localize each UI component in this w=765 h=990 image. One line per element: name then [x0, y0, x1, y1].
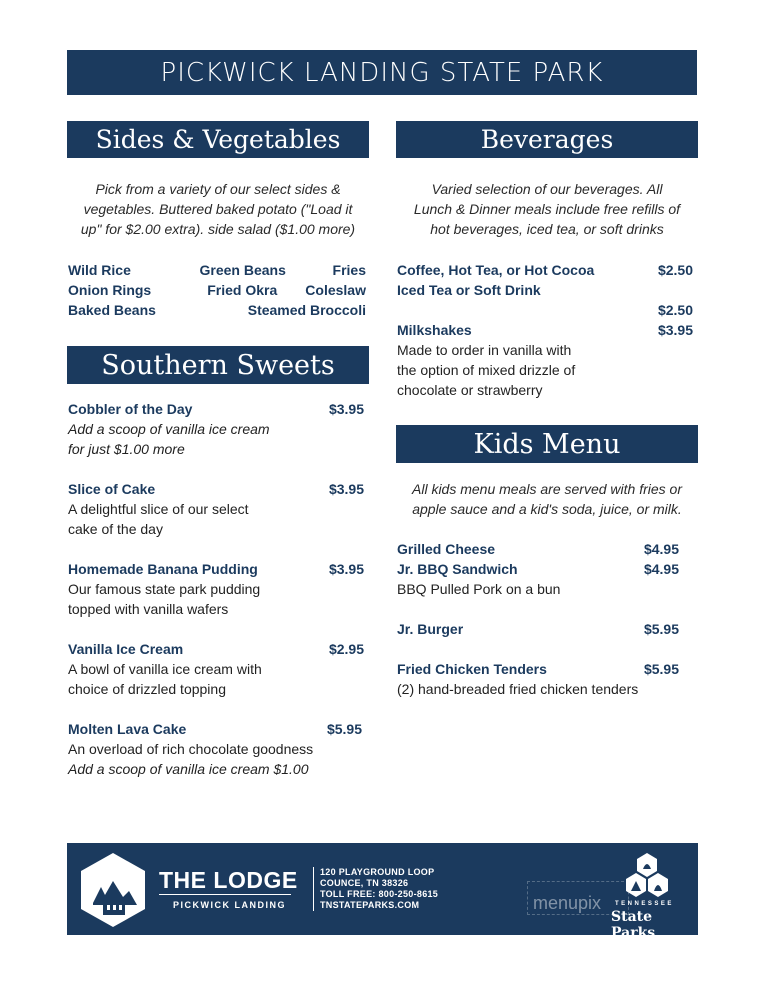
item-desc: Add a scoop of vanilla ice cream: [68, 421, 270, 437]
item-price: $5.95: [643, 661, 679, 677]
item-name: Jr. BBQ Sandwich: [397, 561, 518, 577]
lodge-title: THE LODGE: [159, 867, 298, 893]
item-price: $5.95: [326, 721, 362, 737]
tn-label-small: TENNESSEE: [615, 901, 674, 907]
footer-banner: [67, 843, 698, 941]
item-price: $3.95: [328, 561, 364, 577]
side-item: Green Beans: [199, 262, 286, 278]
lodge-logo-icon: [79, 851, 147, 929]
kids-intro-line: apple sauce and a kid's soda, juice, or milk.: [412, 501, 682, 517]
sides-intro-line: up" for $2.00 extra). side salad ($1.00 more): [80, 221, 356, 237]
item-name: Fried Chicken Tenders: [397, 661, 547, 677]
item-desc: BBQ Pulled Pork on a bun: [397, 581, 561, 597]
sides-row: [68, 260, 366, 280]
menu-item: [68, 399, 366, 459]
watermark: menupix: [533, 893, 602, 913]
sides-row: [68, 280, 366, 300]
item-price: $3.95: [328, 401, 364, 417]
item-desc: for just $1.00 more: [68, 441, 185, 457]
side-item: Onion Rings: [68, 282, 152, 298]
lodge-divider: [159, 894, 291, 895]
item-name: Molten Lava Cake: [68, 721, 187, 737]
tn-state-parks-logo-icon: [623, 851, 671, 905]
page-title: PICKWICK LANDING STATE PARK: [67, 50, 697, 95]
item-desc: cake of the day: [68, 521, 163, 537]
beverages-intro-line: hot beverages, iced tea, or soft drinks: [430, 221, 664, 237]
item-desc: the option of mixed drizzle of: [397, 362, 576, 378]
beverages-heading: Beverages: [396, 121, 698, 158]
address-line: 120 PLAYGROUND LOOP: [320, 867, 435, 877]
item-name: Cobbler of the Day: [68, 401, 193, 417]
address-line: TNSTATEPARKS.COM: [320, 900, 420, 910]
kids-intro-line: All kids menu meals are served with fries or: [412, 481, 682, 497]
sides-intro: [67, 179, 369, 239]
item-name: Slice of Cake: [68, 481, 156, 497]
menu-item: [68, 719, 366, 779]
sides-list: [68, 260, 366, 320]
item-price: $2.50: [657, 302, 693, 318]
item-desc: choice of drizzled topping: [68, 681, 226, 697]
kids-intro: [392, 479, 702, 519]
menu-item: [68, 479, 366, 539]
item-desc: An overload of rich chocolate goodness: [68, 741, 314, 757]
beverages-list: [397, 260, 693, 400]
item-name: Jr. Burger: [397, 621, 464, 637]
address-block: [320, 867, 438, 911]
item-desc: topped with vanilla wafers: [68, 601, 229, 617]
address-divider: [313, 867, 314, 911]
beverages-intro-line: Lunch & Dinner meals include free refills of: [413, 201, 681, 217]
lodge-subtitle: PICKWICK LANDING: [173, 900, 286, 910]
menu-item: [68, 559, 366, 619]
item-name: Vanilla Ice Cream: [68, 641, 184, 657]
item-price: $5.95: [643, 621, 679, 637]
side-item: Steamed Broccoli: [247, 302, 366, 318]
address-line: TOLL FREE: 800-250-8615: [320, 889, 439, 899]
sides-row: [68, 300, 366, 320]
sweets-heading: Southern Sweets: [67, 346, 369, 384]
item-desc: Made to order in vanilla with: [397, 342, 572, 358]
menu-item: [68, 639, 366, 699]
sides-heading: Sides & Vegetables: [67, 121, 369, 158]
item-price: $2.95: [328, 641, 364, 657]
item-desc: chocolate or strawberry: [397, 382, 543, 398]
tn-label-big: State Parks: [611, 909, 656, 941]
item-desc: A delightful slice of our select: [68, 501, 249, 517]
item-desc: A bowl of vanilla ice cream with: [68, 661, 262, 677]
side-item: Coleslaw: [305, 282, 366, 298]
side-item: Wild Rice: [68, 262, 131, 278]
sides-intro-line: Pick from a variety of our select sides &: [95, 181, 341, 197]
item-name: Grilled Cheese: [397, 541, 496, 557]
item-name: Coffee, Hot Tea, or Hot Cocoa: [397, 262, 595, 278]
side-item: Fried Okra: [207, 282, 278, 298]
beverages-intro-line: Varied selection of our beverages. All: [431, 181, 663, 197]
item-name: Milkshakes: [397, 322, 472, 338]
beverages-intro: [392, 179, 702, 239]
kids-list: [397, 539, 679, 699]
item-price: $4.95: [643, 541, 679, 557]
side-item: Fries: [332, 262, 366, 278]
item-desc: (2) hand-breaded fried chicken tenders: [397, 681, 639, 697]
sides-intro-line: vegetables. Buttered baked potato ("Load it: [83, 201, 353, 217]
item-price: $3.95: [328, 481, 364, 497]
item-price: $4.95: [643, 561, 679, 577]
item-price: $3.95: [657, 322, 693, 338]
item-name: Iced Tea or Soft Drink: [397, 282, 541, 298]
sweets-list: [68, 399, 366, 799]
item-desc: Add a scoop of vanilla ice cream $1.00: [68, 761, 309, 777]
item-name: Homemade Banana Pudding: [68, 561, 258, 577]
side-item: Baked Beans: [68, 302, 156, 318]
item-price: $2.50: [657, 262, 693, 278]
kids-heading: Kids Menu: [396, 425, 698, 463]
address-line: COUNCE, TN 38326: [320, 878, 409, 888]
item-desc: Our famous state park pudding: [68, 581, 261, 597]
